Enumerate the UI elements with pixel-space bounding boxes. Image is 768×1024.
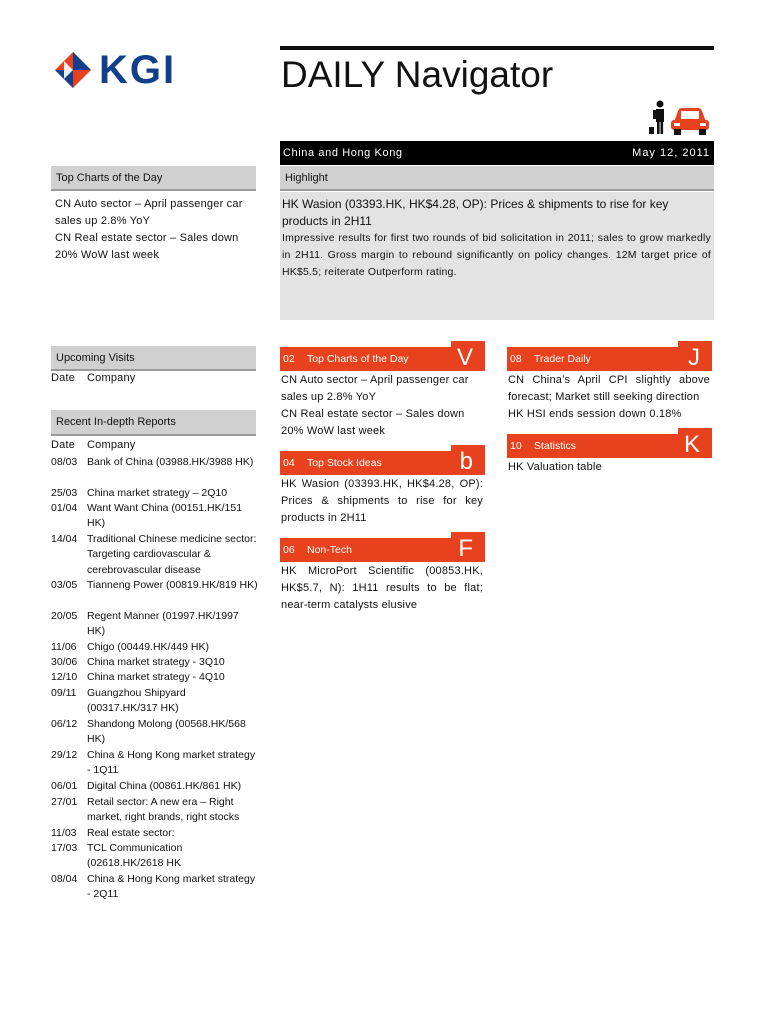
report-name: China & Hong Kong market strategy - 2Q11 <box>87 873 256 901</box>
report-name: Retail sector: A new era – Right market, right brands, right stocks <box>87 796 240 824</box>
report-date: 12/10 <box>51 671 78 683</box>
section-10-letter: K <box>683 431 700 458</box>
title-navigator: Navigator <box>384 54 554 95</box>
highlight-headline[interactable]: HK Wasion (03393.HK, HK$4.28, OP): Prices & shipments to rise for key products in 2H11 <box>282 197 669 228</box>
section-02-letter: V <box>456 344 473 371</box>
report-name: Real estate sector: <box>87 827 175 839</box>
section-06-letter: F <box>458 535 473 562</box>
report-date: 14/04 <box>51 533 78 545</box>
report-name: China market strategy - 4Q10 <box>87 671 225 683</box>
reports-title: Recent In-depth Reports <box>56 416 176 428</box>
section-06-number: 06 <box>283 544 295 556</box>
highlight-body: Impressive results for first two rounds of bid solicitation in 2011; sales to grow markedly in 2H11. Gross margin to rebound significantly on policy changes. 12M target price of HK$5.5; reiterate Outperform rating. <box>282 232 711 278</box>
section-08-header[interactable] <box>507 344 712 371</box>
section-10-number: 10 <box>510 440 522 452</box>
section-08-line-1[interactable]: CN China’s April CPI slightly above forecast; Market still seeking direction <box>508 374 710 403</box>
reports-header <box>51 410 256 436</box>
section-04-number: 04 <box>283 457 295 469</box>
report-date: 27/01 <box>51 796 78 808</box>
upcoming-visits-col-company: Company <box>87 372 136 384</box>
report-date: 08/04 <box>51 873 78 885</box>
report-name: Digital China (00861.HK/861 HK) <box>87 780 242 792</box>
report-date: 11/03 <box>51 827 77 839</box>
report-name: China market strategy – 2Q10 <box>87 487 228 499</box>
upcoming-visits-header <box>51 346 256 371</box>
report-date: 11/06 <box>51 641 77 653</box>
top-charts-line-2: CN Real estate sector – Sales down 20% WoW last week <box>55 232 239 261</box>
section-06-header[interactable] <box>280 535 485 562</box>
section-02-line-1[interactable]: CN Auto sector – April passenger car sales up 2.8% YoY <box>281 374 469 403</box>
report-date: 08/03 <box>51 456 78 468</box>
section-08-number: 08 <box>510 353 522 365</box>
reports-col-date: Date <box>51 439 76 451</box>
section-06-content[interactable]: HK MicroPort Scientific (00853.HK, HK$5.7, N): 1H11 results to be flat; near-term catalysts elusive <box>281 565 483 611</box>
report-date: 29/12 <box>51 749 78 761</box>
top-charts-title: Top Charts of the Day <box>56 172 163 184</box>
highlight-panel <box>280 192 714 320</box>
report-date: 30/06 <box>51 656 78 668</box>
report-date: 09/11 <box>51 687 77 699</box>
section-08-content <box>508 372 710 423</box>
section-06-label: Non-Tech <box>307 544 352 556</box>
report-name: Guangzhou Shipyard (00317.HK/317 HK) <box>87 687 186 715</box>
report-date: 17/03 <box>51 842 78 854</box>
report-date: 25/03 <box>51 487 78 499</box>
report-name: Want Want China (00151.HK/151 HK) <box>87 502 243 530</box>
section-02-label: Top Charts of the Day <box>307 353 409 365</box>
section-04-letter: b <box>459 448 473 475</box>
report-name: Traditional Chinese medicine sector: Targeting cardiovascular & cerebrovascular disease <box>87 533 257 576</box>
section-02-header[interactable] <box>280 344 485 371</box>
report-date: 06/12 <box>51 718 78 730</box>
kgi-logo-mark-icon <box>55 52 91 88</box>
section-02-content <box>281 372 483 440</box>
section-02-number: 02 <box>283 353 295 365</box>
highlight-title: Highlight <box>285 172 328 184</box>
title-daily: DAILY <box>281 54 385 95</box>
region-date-bar <box>280 141 714 165</box>
section-10-label: Statistics <box>534 440 577 452</box>
report-name: Regent Manner (01997.HK/1997 HK) <box>87 610 239 638</box>
reports-col-company: Company <box>87 439 136 451</box>
top-charts-line-1: CN Auto sector – April passenger car sales up 2.8% YoY <box>55 198 243 227</box>
section-04-label: Top Stock Ideas <box>307 457 382 469</box>
upcoming-visits-col-date: Date <box>51 372 76 384</box>
report-name: Shandong Molong (00568.HK/568 HK) <box>87 718 246 746</box>
car-icon <box>670 102 710 136</box>
report-name: China market strategy - 3Q10 <box>87 656 225 668</box>
person-icon <box>648 100 670 136</box>
title-rule <box>280 46 714 50</box>
report-name: TCL Communication (02618.HK/2618 HK <box>87 842 183 870</box>
report-date: 01/04 <box>51 502 78 514</box>
kgi-logo-text: KGI <box>99 48 177 92</box>
region-label: China and Hong Kong <box>283 147 403 159</box>
report-date: 06/01 <box>51 780 78 792</box>
report-date: 03/05 <box>51 579 78 591</box>
section-04-content[interactable]: HK Wasion (03393.HK, HK$4.28, OP): Prices & shipments to rise for key products in 2H11 <box>281 478 483 524</box>
upcoming-visits-title: Upcoming Visits <box>56 352 135 364</box>
report-date: 20/05 <box>51 610 78 622</box>
report-date: May 12, 2011 <box>632 147 710 159</box>
section-08-letter: J <box>688 344 700 371</box>
highlight-header <box>280 166 714 191</box>
top-charts-header <box>51 166 256 191</box>
kgi-logo <box>55 48 190 92</box>
top-charts-list <box>55 196 255 264</box>
section-10-content[interactable]: HK Valuation table <box>508 461 602 473</box>
page-title <box>281 52 553 98</box>
section-02-line-2[interactable]: CN Real estate sector – Sales down 20% WoW last week <box>281 408 465 437</box>
report-name: Bank of China (03988.HK/3988 HK) <box>87 456 254 468</box>
section-04-header[interactable] <box>280 448 485 475</box>
report-name: China & Hong Kong market strategy - 1Q11 <box>87 749 256 777</box>
section-10-header[interactable] <box>507 431 712 458</box>
report-name: Chigo (00449.HK/449 HK) <box>87 641 209 653</box>
section-08-line-2[interactable]: HK HSI ends session down 0.18% <box>508 408 682 420</box>
section-08-label: Trader Daily <box>534 353 591 365</box>
report-name: Tianneng Power (00819.HK/819 HK) <box>87 579 258 591</box>
